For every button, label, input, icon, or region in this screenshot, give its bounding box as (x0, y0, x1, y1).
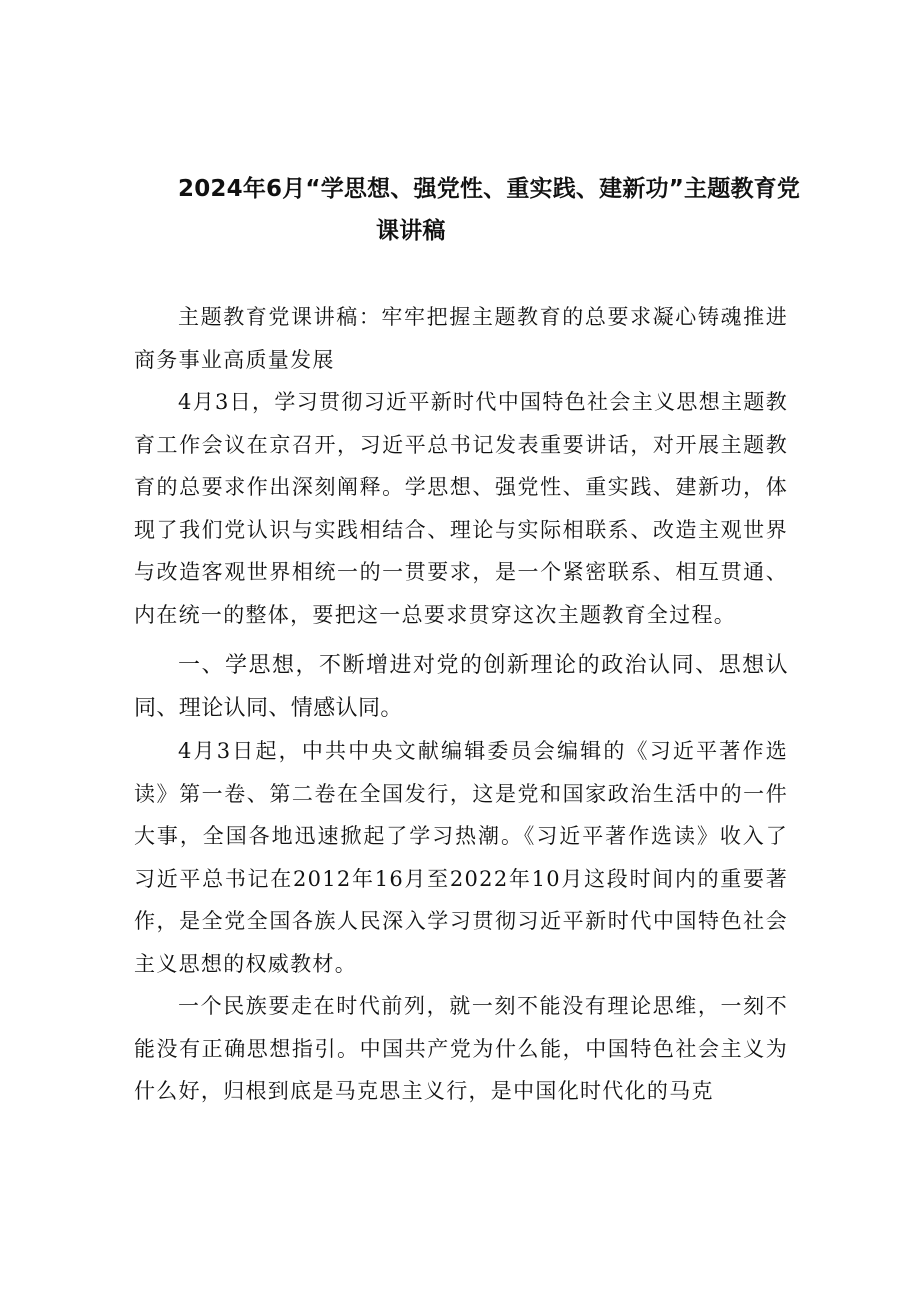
subtitle-paragraph: 主题教育党课讲稿：牢牢把握主题教育的总要求凝心铸魂推进商务事业高质量发展 (134, 305, 788, 372)
section-heading: 一、学思想，不断增进对党的创新理论的政治认同、思想认同、理论认同、情感认同。 (134, 653, 788, 721)
title-line-2: 课讲稿 (376, 218, 446, 244)
document-body (134, 296, 788, 1113)
section-paragraph-1: 4月3日起，中共中央文献编辑委员会编辑的《习近平著作选读》第一卷、第二卷在全国发行，这是党和国家政治生活中的一件大事，全国各地迅速掀起了学习热潮。《习近平著作选读》收入了习近平总书记在2012年16月至2022年10月这段时间内的重要著作，是全党全国各族人民深入学习贯彻习近平新时代中国特色社会主义思想的权威教材。 (134, 739, 788, 976)
intro-paragraph: 4月3日，学习贯彻习近平新时代中国特色社会主义思想主题教育工作会议在京召开，习近平总书记发表重要讲话，对开展主题教育的总要求作出深刻阐释。学思想、强党性、重实践、建新功，体现了我们党认识与实践相结合、理论与实际相联系、改造主观世界与改造客观世界相统一的一贯要求，是一个紧密联系、相互贯通、内在统一的整体，要把这一总要求贯穿这次主题教育全过程。 (134, 390, 788, 627)
section-paragraph-2: 一个民族要走在时代前列，就一刻不能没有理论思维，一刻不能没有正确思想指引。中国共产党为什么能，中国特色社会主义为什么好，归根到底是马克思主义行，是中国化时代化的马克 (134, 994, 788, 1103)
title-line-1: 2024年6月“学思想、强党性、重实践、建新功”主题教育党 (178, 176, 801, 202)
document-title (134, 168, 801, 252)
